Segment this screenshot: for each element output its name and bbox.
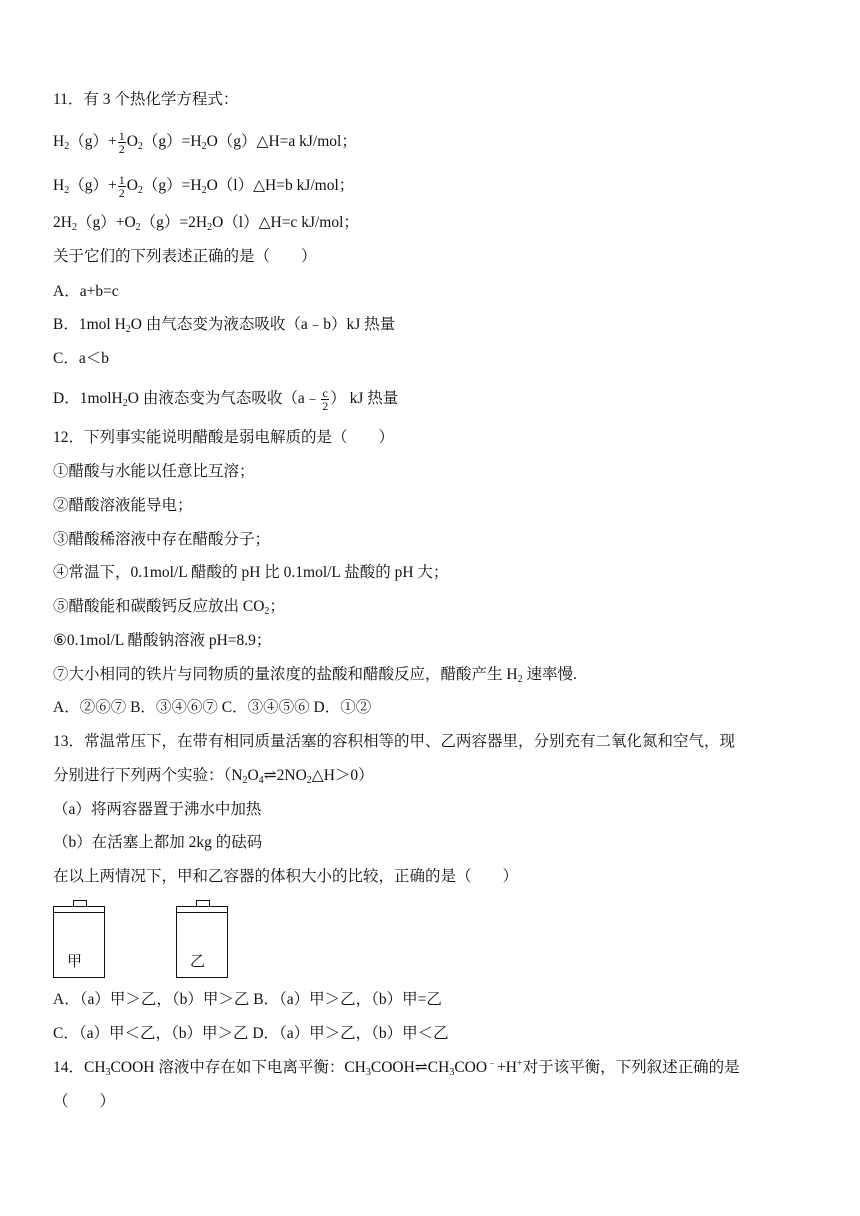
q12-item-3: ③醋酸稀溶液中存在醋酸分子； (53, 531, 271, 548)
q14-stem: 14．$CH_3COOH$ 溶液中存在如下电离平衡：$CH_3COOH\rightleftharpoons CH_3COO^﹣+H^+$对于该平衡，下列叙述正确的是 (53, 1058, 740, 1078)
q12-item-7: ⑦大小相同的铁片与同物质的量浓度的盐酸和醋酸反应，醋酸产生 $H_2$ 速率慢. (53, 666, 577, 685)
q11-option-c: C．a＜b (53, 350, 109, 367)
q12-item-4: ④常温下，0.1mol/L 醋酸的 pH 比 0.1mol/L 盐酸的 pH 大； (53, 564, 449, 581)
q12-item-5: ⑤醋酸能和碳酸钙反应放出 $CO_2$； (53, 598, 285, 617)
q12-item-2: ②醋酸溶液能导电； (53, 497, 193, 514)
q11-option-b: B．1mol $H_2O$ 由气态变为液态吸收（a﹣b）kJ 热量 (53, 316, 396, 335)
q13-question: 在以上两情况下，甲和乙容器的体积大小的比较，正确的是（ ） (53, 868, 519, 885)
q13-experiment-a: （a）将两容器置于沸水中加热 (53, 801, 262, 818)
fraction-c-over-2: $\frac{c}{2}$ (322, 386, 329, 413)
container-label-jia: 甲 (67, 952, 83, 970)
q11-option-d: D．1molH$_2$O 由液态变为气态吸收（a﹣ $\frac{c}{2}$ ） kJ 热量 (53, 386, 399, 413)
fraction-half: $\frac{1}{2}$ (118, 173, 125, 200)
q13-experiment-b: （b）在活塞上都加 2kg 的砝码 (53, 834, 263, 851)
container-label-yi: 乙 (190, 952, 206, 970)
q12-item-6: ⑥0.1mol/L 醋酸钠溶液 pH=8.9； (53, 632, 272, 649)
container-jia (53, 900, 107, 980)
q11-equation-2: $H_2(g)+$ $\frac{1}{2}$ $O_2(g)=H_2O(l)\triangle H=b$ kJ/mol； (53, 173, 355, 200)
q14-blank: （ ） (53, 1093, 116, 1110)
q13-options-ab: A．（a）甲＞乙，（b）甲＞乙 B．（a）甲＞乙，（b）甲=乙 (53, 991, 442, 1008)
q12-stem: 12．下列事实能说明醋酸是弱电解质的是（ ） (53, 429, 395, 446)
q11-equation-3: $2H_2(g)+O_2(g)=2H_2O(l)\triangle H=c$ kJ/mol； (53, 214, 359, 233)
q12-item-1: ①醋酸与水能以任意比互溶； (53, 463, 255, 480)
fraction-half: $\frac{1}{2}$ (118, 129, 125, 156)
q13-stem-line-1: 13．常温常压下，在带有相同质量活塞的容积相等的甲、乙两容器里，分别充有二氧化氮和空气，现 (53, 733, 736, 750)
q13-options-cd: C．（a）甲＜乙，（b）甲＞乙 D．（a）甲＞乙，（b）甲＜乙 (53, 1025, 449, 1042)
q11-equation-1: $H_2(g)+$ $\frac{1}{2}$ $O_2(g)=H_2O(g)\triangle H=a$ kJ/mol； (53, 129, 357, 156)
q11-option-a: A．a+b=c (53, 283, 119, 300)
container-yi (176, 900, 230, 980)
q12-options: A．②⑥⑦ B．③④⑥⑦ C．③④⑤⑥ D．①② (53, 699, 372, 716)
q11-question: 关于它们的下列表述正确的是（ ） (53, 248, 317, 265)
q11-stem: 11．有 3 个热化学方程式： (53, 91, 239, 108)
q13-stem-line-2: 分别进行下列两个实验：$(N_2O_4\rightleftharpoons 2NO_2\triangle H>0)$ (53, 767, 374, 786)
